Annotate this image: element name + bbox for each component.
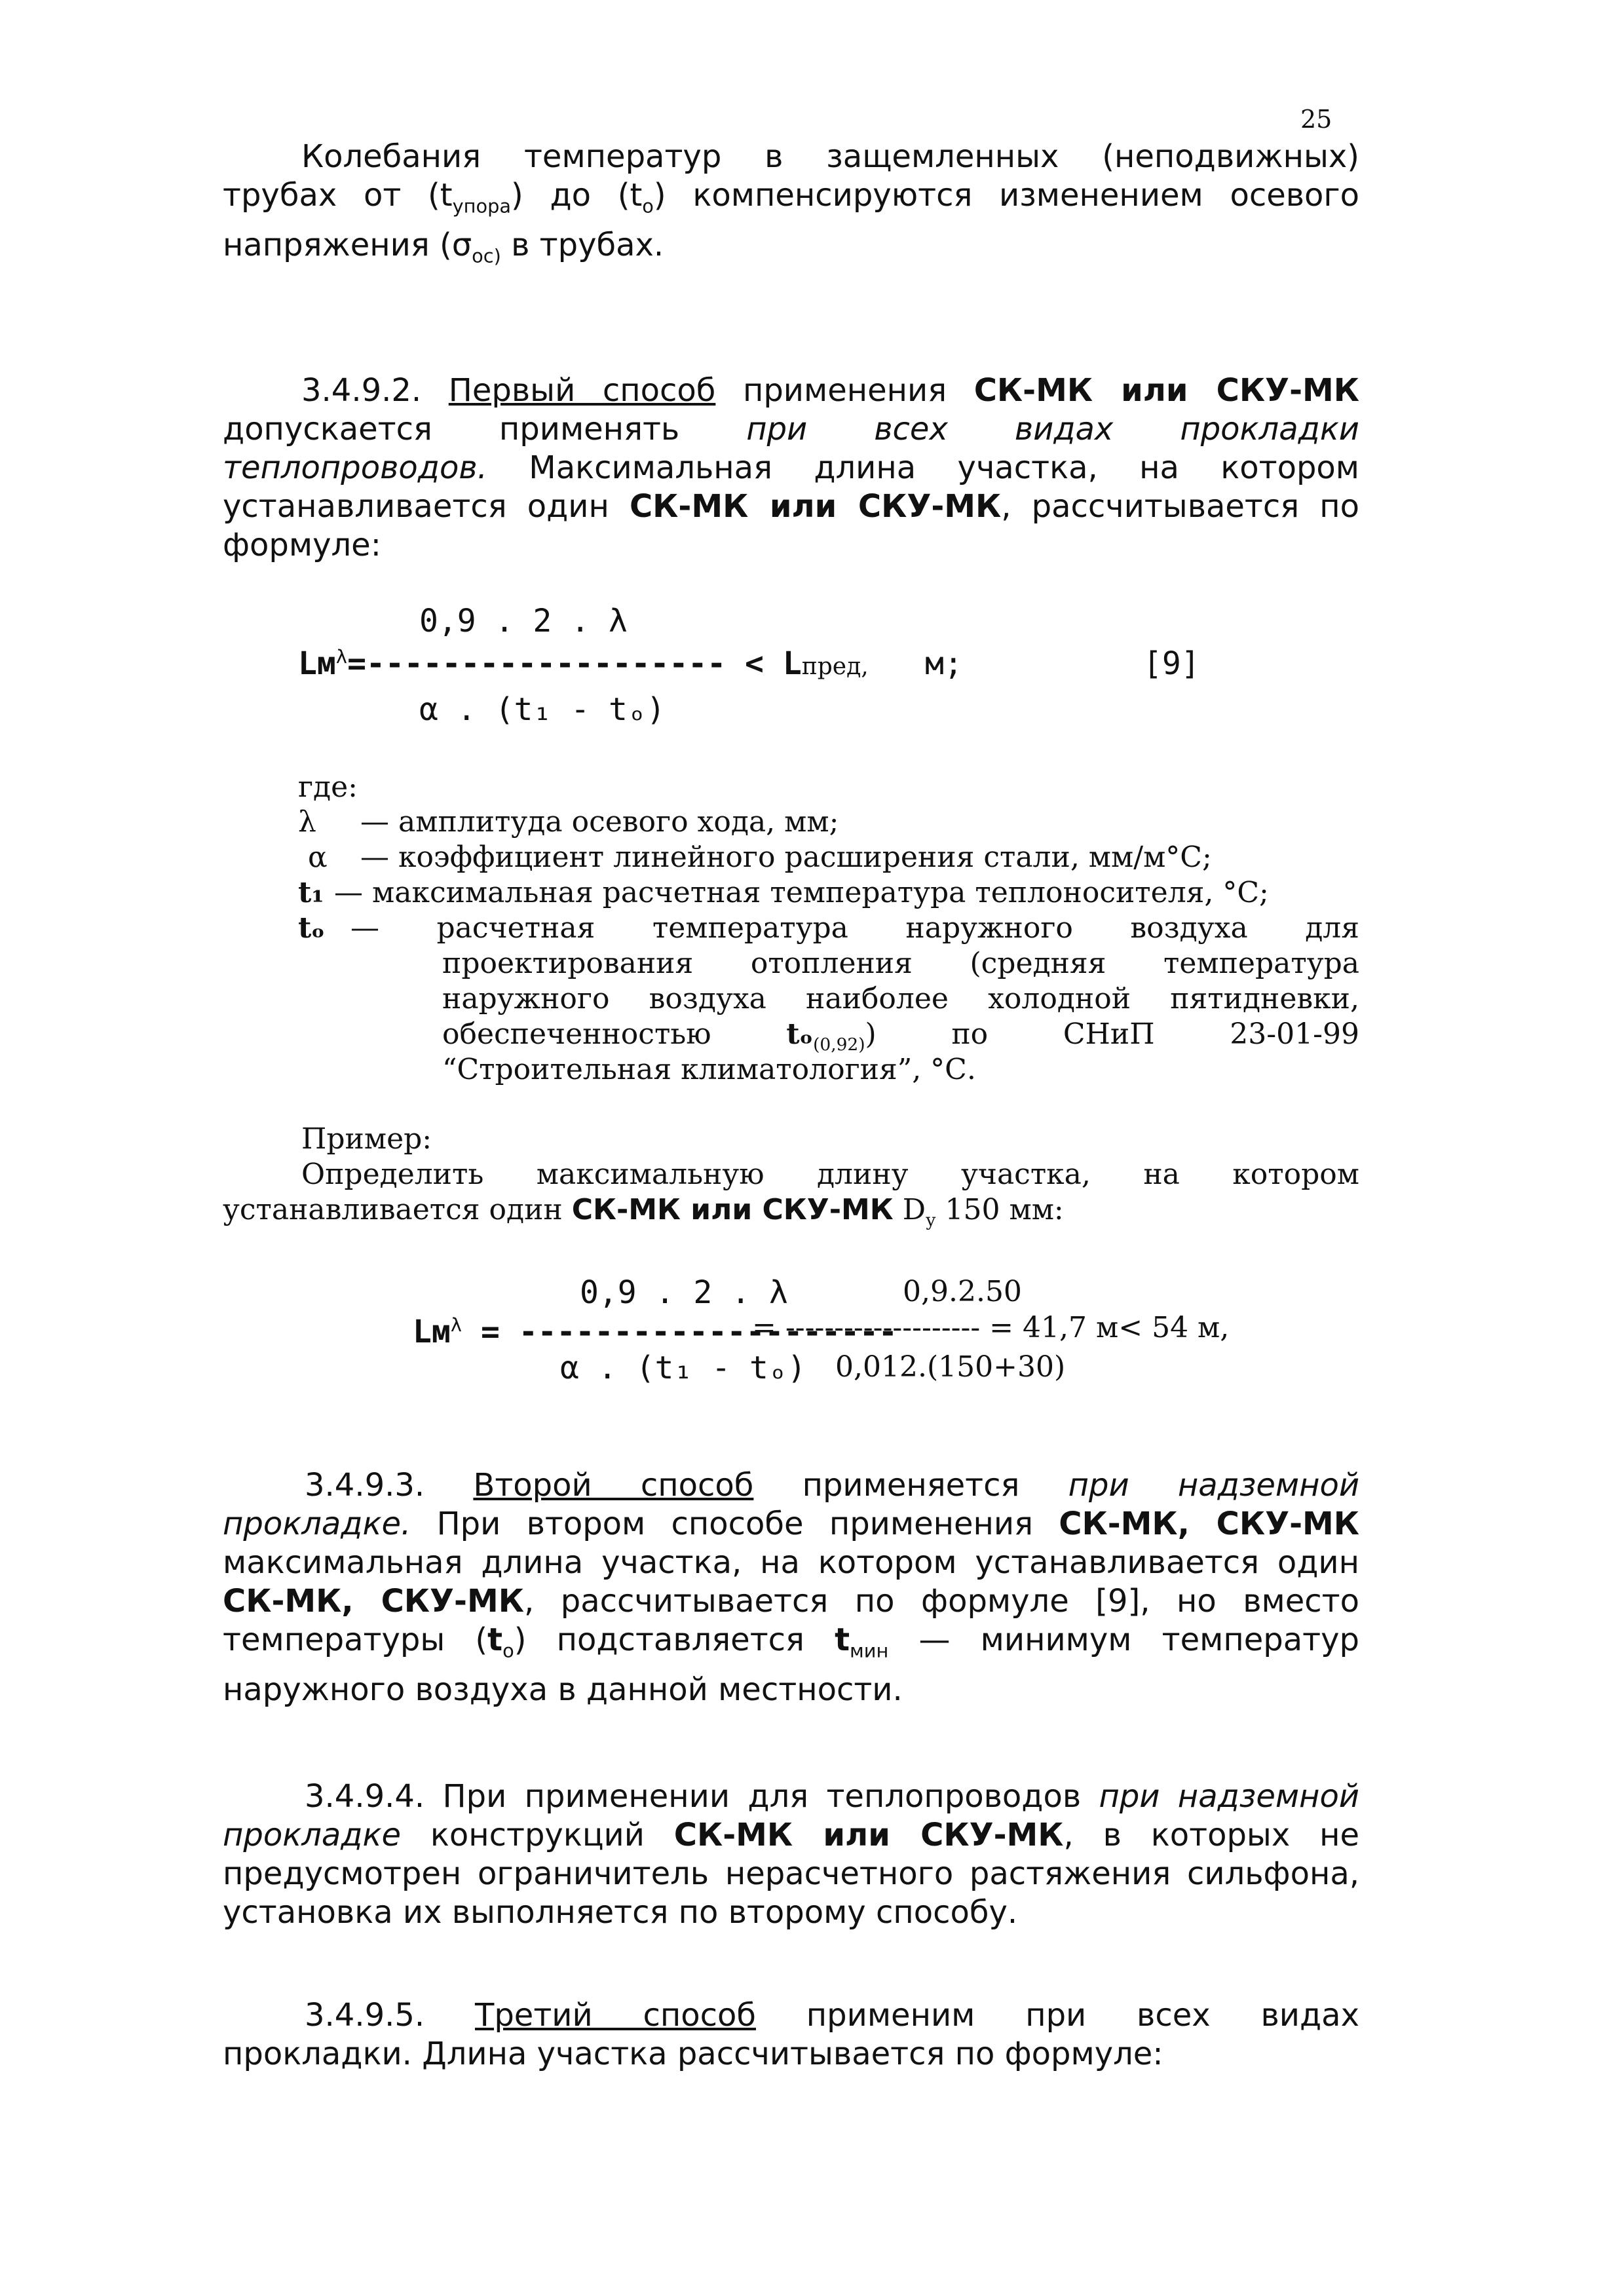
formula2-result: = -------------------- = 41,7 м< 54 м, xyxy=(752,1311,1230,1344)
formula1-main-line: $Lм^\lambda=-------------------$ < Lпред, xyxy=(298,645,869,682)
s2-line-5: формуле: xyxy=(223,527,381,563)
formula2-main-line: $Lм^\lambda$ = -------------------- xyxy=(413,1314,897,1350)
s3-line-5: температуры $(t_о)$ подставляется $t_{мин}$ — минимум температур xyxy=(223,1622,1359,1662)
example-line-2: устанавливается один СК-МК или СКУ-МК $D_у$ 150 мм: xyxy=(223,1193,1064,1230)
s3-line-4: СК-МК, СКУ-МК, рассчитывается по формуле [9], но вместо xyxy=(223,1583,1360,1620)
formula1-numerator: 0,9 . 2 . λ xyxy=(419,603,628,639)
where-item-alpha: α — коэффициент линейного расширения стали, мм/м°С; xyxy=(308,841,1212,874)
s4-line-3: предусмотрен ограничитель нерасчетного растяжения сильфона, xyxy=(223,1855,1359,1892)
where-item-to: tₒ — расчетная температура наружного воздуха для xyxy=(298,911,1359,945)
example-line-1: Определить максимальную длину участка, на котором xyxy=(301,1158,1359,1191)
where-label: где: xyxy=(298,770,358,804)
s5-line-1: 3.4.9.5. Третий способ применим при всех видах xyxy=(305,1997,1359,2034)
formula1-denominator: α . (t₁ - tₒ) xyxy=(419,691,666,728)
s4-line-1: 3.4.9.4. При применении для теплопроводов при надземной xyxy=(305,1778,1360,1815)
s5-line-2: прокладки. Длина участка рассчитывается по формуле: xyxy=(223,2036,1163,2072)
formula1-ref: [9] xyxy=(1143,645,1200,682)
s3-line-6: наружного воздуха в данной местности. xyxy=(223,1671,903,1708)
where-cont-1: проектирования отопления (средняя температура xyxy=(442,947,1359,980)
s2-line-2: допускается применять при всех видах прокладки xyxy=(223,411,1359,447)
formula2-denominator: α . (t₁ - tₒ) xyxy=(560,1350,806,1386)
where-cont-2: наружного воздуха наиболее холодной пятидневки, xyxy=(442,982,1359,1015)
s3-line-3: максимальная длина участка, на котором устанавливается один xyxy=(223,1544,1359,1581)
section-3-4-9-2 xyxy=(223,371,1359,565)
formula2-numerator-value: 0,9.2.50 xyxy=(903,1275,1022,1308)
where-cont-3: обеспеченностью tₒ$_{(0,92)}$) по СНиП 23-01-99 xyxy=(442,1017,1359,1055)
section-3-4-9-5 xyxy=(223,1996,1359,2074)
page-number: 25 xyxy=(1300,105,1332,134)
s2-line-1: 3.4.9.2. Первый способ применения СК-МК или СКУ-МК xyxy=(301,372,1359,409)
s3-line-1: 3.4.9.3. Второй способ применяется при надземной xyxy=(305,1467,1360,1504)
s3-line-2: прокладке. При втором способе применения СК-МК, СКУ-МК xyxy=(223,1506,1359,1542)
s2-line-4: устанавливается один СК-МК или СКУ-МК, рассчитывается по xyxy=(223,488,1359,525)
formula2-numerator: 0,9 . 2 . λ xyxy=(580,1274,788,1311)
where-item-t1: t₁ — максимальная расчетная температура теплоносителя, °С; xyxy=(298,876,1269,909)
intro-line-3: напряжения ($\sigma_{ос)}$ в трубах. xyxy=(223,226,664,267)
intro-line-1: Колебания температур в защемленных (неподвижных) xyxy=(301,138,1359,175)
s2-line-3: теплопроводов. Максимальная длина участка, на котором xyxy=(223,449,1359,486)
s4-line-4: установка их выполняется по второму способу. xyxy=(223,1894,1018,1931)
section-3-4-9-3 xyxy=(223,1466,1359,1709)
where-item-lambda: λ — амплитуда осевого хода, мм; xyxy=(298,805,839,839)
where-cont-4: “Строительная климатология”, °С. xyxy=(442,1053,976,1086)
example-label: Пример: xyxy=(301,1122,432,1156)
s4-line-2: прокладке конструкций СК-МК или СКУ-МК, в которых не xyxy=(223,1817,1359,1853)
paragraph-intro xyxy=(223,138,1359,275)
formula1-unit: м; xyxy=(925,645,963,682)
formula2-denominator-value: 0,012.(150+30) xyxy=(835,1350,1066,1384)
section-3-4-9-4 xyxy=(223,1777,1359,1932)
intro-line-2: трубах от $(t_{упора})$ до $(t_о)$ компенсируются изменением осевого xyxy=(223,177,1360,218)
